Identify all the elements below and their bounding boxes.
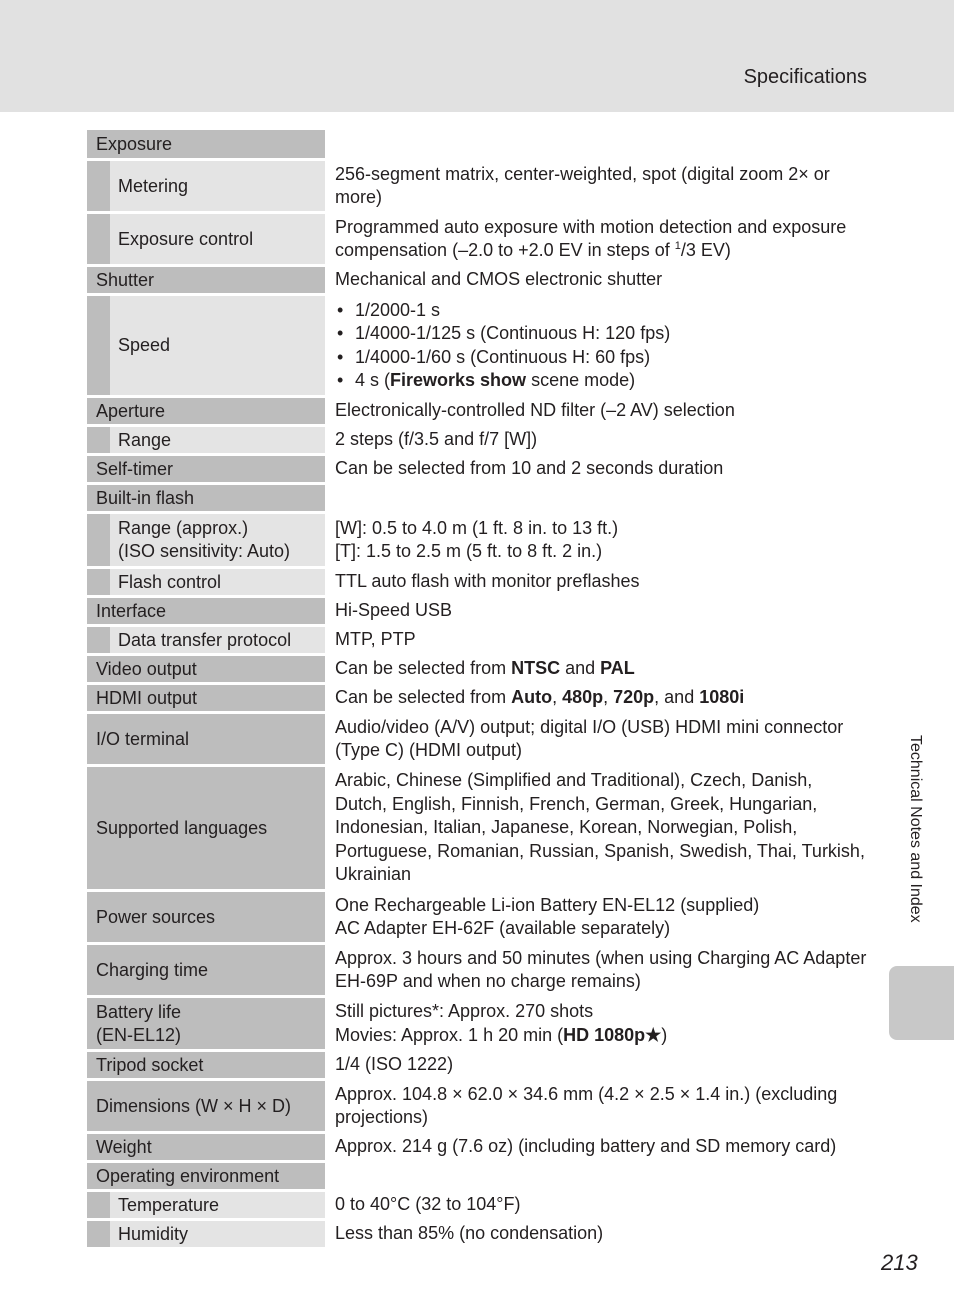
spec-row-speed	[87, 296, 867, 395]
spec-row-flash-control	[87, 569, 867, 595]
list-item: • 1/2000-1 s	[335, 299, 867, 323]
spec-value	[325, 214, 867, 264]
page-header-title: Specifications	[743, 66, 867, 88]
spec-value-text: 4 s (	[355, 370, 391, 390]
spec-value: Mechanical and CMOS electronic shutter	[335, 269, 663, 290]
spec-label: HDMI output	[87, 685, 325, 711]
spec-sublabel-cell	[87, 514, 325, 566]
spec-value-line: AC Adapter EH-62F (available separately)	[335, 918, 671, 938]
spec-value	[325, 485, 867, 511]
spec-value	[325, 130, 867, 158]
spec-value-text: /3 EV)	[680, 240, 731, 260]
spec-value	[325, 998, 867, 1049]
spec-value: Hi-Speed USB	[335, 600, 453, 621]
spec-value: Approx. 3 hours and 50 minutes (when using Charging AC Adapter EH-69P and when no charge remains)	[335, 947, 867, 991]
spec-value: TTL auto flash with monitor preflashes	[335, 571, 640, 592]
spec-sublabel-cell	[87, 1221, 325, 1247]
spec-row-dimensions	[87, 1081, 867, 1131]
spec-value	[325, 1163, 867, 1189]
spec-label: Power sources	[87, 892, 325, 942]
spec-row-self-timer	[87, 456, 867, 482]
spec-value-line	[335, 1024, 867, 1048]
spec-sublabel-cell	[87, 427, 325, 453]
spec-label: Supported languages	[87, 767, 325, 889]
spec-value: Less than 85% (no condensation)	[335, 1223, 604, 1244]
spec-value: Electronically-controlled ND filter (–2 AV) selection	[335, 400, 735, 421]
spec-row-video-output	[87, 656, 867, 682]
spec-label: Speed	[110, 296, 325, 395]
spec-value-text: ,	[603, 687, 614, 708]
spec-value: 2 steps (f/3.5 and f/7 [W])	[335, 429, 538, 450]
spec-label: I/O terminal	[87, 714, 325, 764]
spec-value-text: ,	[552, 687, 563, 708]
spec-sublabel-cell	[87, 1192, 325, 1218]
spec-value-text: )	[661, 1024, 668, 1045]
spec-value-superscript: 1	[674, 240, 681, 252]
list-item: • 1/4000-1/60 s (Continuous H: 60 fps)	[335, 346, 867, 370]
spec-value-line: One Rechargeable Li-ion Battery EN-EL12 (supplied)	[335, 894, 760, 915]
spec-label	[87, 998, 325, 1049]
spec-row-weight	[87, 1134, 867, 1160]
spec-row-battery-life	[87, 998, 867, 1049]
spec-row-metering	[87, 161, 867, 211]
spec-label: Video output	[87, 656, 325, 682]
spec-value	[325, 892, 867, 942]
spec-value	[325, 656, 867, 682]
spec-label: Shutter	[87, 267, 325, 293]
spec-value: 0 to 40°C (32 to 104°F)	[335, 1194, 521, 1215]
spec-label: Exposure control	[110, 214, 325, 264]
spec-sublabel-cell	[87, 569, 325, 595]
spec-value: Audio/video (A/V) output; digital I/O (USB) HDMI mini connector (Type C) (HDMI output)	[335, 716, 844, 760]
spec-label: Charging time	[87, 945, 325, 995]
spec-value-line: [W]: 0.5 to 4.0 m (1 ft. 8 in. to 13 ft.)	[335, 517, 619, 538]
spec-value-line: Still pictures*: Approx. 270 shots	[335, 1001, 594, 1021]
spec-value-bold: Auto	[511, 687, 553, 708]
spec-value-bold: NTSC	[511, 658, 561, 679]
spec-value-text: Programmed auto exposure with motion detection and exposure compensation (–2.0 to +2.0 EV in steps of	[335, 216, 847, 260]
spec-label: Tripod socket	[87, 1052, 325, 1078]
spec-value-bold: 1080i	[699, 687, 745, 708]
spec-label: Range	[110, 427, 325, 453]
spec-value-line: [T]: 1.5 to 2.5 m (5 ft. to 8 ft. 2 in.)	[335, 541, 603, 561]
spec-label-line: Range (approx.)	[118, 518, 249, 538]
spec-label: Flash control	[110, 569, 325, 595]
spec-label: Metering	[110, 161, 325, 211]
spec-value-text: Movies: Approx. 1 h 20 min (	[335, 1024, 564, 1045]
spec-label	[110, 514, 325, 566]
spec-row-data-transfer-protocol	[87, 627, 867, 653]
spec-value: 256-segment matrix, center-weighted, spot (digital zoom 2× or more)	[335, 163, 830, 207]
spec-value: Approx. 104.8 × 62.0 × 34.6 mm (4.2 × 2.5 × 1.4 in.) (excluding projections)	[335, 1083, 838, 1127]
spec-sublabel-cell	[87, 627, 325, 653]
spec-value	[325, 514, 867, 566]
spec-sublabel-cell	[87, 214, 325, 264]
spec-value-bold: 720p	[613, 687, 655, 708]
speed-list	[335, 299, 867, 393]
spec-value-text: Can be selected from	[335, 687, 512, 708]
spec-label: Interface	[87, 598, 325, 624]
spec-value: 1/4 (ISO 1222)	[335, 1054, 454, 1075]
spec-row-exposure	[87, 130, 867, 158]
page-number: 213	[881, 1250, 918, 1275]
spec-value-text: scene mode)	[526, 370, 636, 390]
spec-label-line: Battery life	[96, 1001, 182, 1022]
side-tab-marker	[889, 966, 954, 1040]
list-item	[335, 369, 867, 393]
spec-label: Weight	[87, 1134, 325, 1160]
spec-row-built-in-flash	[87, 485, 867, 511]
spec-row-temperature	[87, 1192, 867, 1218]
specifications-table	[87, 130, 867, 1250]
spec-row-interface	[87, 598, 867, 624]
spec-row-io-terminal	[87, 714, 867, 764]
spec-row-humidity	[87, 1221, 867, 1247]
spec-label: Operating environment	[87, 1163, 325, 1189]
spec-row-range	[87, 427, 867, 453]
spec-row-tripod-socket	[87, 1052, 867, 1078]
list-item: • 1/4000-1/125 s (Continuous H: 120 fps)	[335, 322, 867, 346]
spec-sublabel-cell	[87, 296, 325, 395]
spec-value-bold: PAL	[600, 658, 635, 679]
side-tab-label: Technical Notes and Index	[907, 735, 924, 923]
spec-label: Dimensions (W × H × D)	[87, 1081, 325, 1131]
spec-value-bold: HD 1080p★	[563, 1024, 662, 1045]
spec-value-bold: Fireworks show	[390, 370, 527, 390]
spec-row-charging-time	[87, 945, 867, 995]
spec-label: Built-in flash	[87, 485, 325, 511]
spec-value-text: Can be selected from	[335, 658, 512, 679]
spec-row-aperture	[87, 398, 867, 424]
spec-sublabel-cell	[87, 161, 325, 211]
spec-value: Approx. 214 g (7.6 oz) (including battery and SD memory card)	[335, 1136, 837, 1157]
spec-value: Arabic, Chinese (Simplified and Traditional), Czech, Danish, Dutch, English, Finnish, French, German, Greek, Hungarian, Indonesian, Italian, Japanese, Korean, Norwegian, Polish, Portuguese, Romanian, Russian, Spanish, Swedish, Thai, Turkish, Ukrainian	[335, 770, 865, 885]
spec-value	[325, 296, 867, 395]
spec-label: Aperture	[87, 398, 325, 424]
spec-label-line: (EN-EL12)	[96, 1024, 182, 1045]
spec-label: Humidity	[110, 1221, 325, 1247]
spec-label: Data transfer protocol	[110, 627, 325, 653]
spec-label: Temperature	[110, 1192, 325, 1218]
spec-row-hdmi-output	[87, 685, 867, 711]
spec-value-bold: 480p	[562, 687, 604, 708]
spec-value: MTP, PTP	[335, 629, 416, 650]
spec-row-supported-languages	[87, 767, 867, 889]
spec-label: Exposure	[87, 130, 325, 158]
spec-label-line: (ISO sensitivity: Auto)	[118, 541, 291, 561]
spec-value-text: and	[560, 658, 601, 679]
spec-row-exposure-control	[87, 214, 867, 264]
header-band	[0, 0, 954, 112]
spec-value: Can be selected from 10 and 2 seconds duration	[335, 458, 724, 479]
spec-value-text: , and	[654, 687, 700, 708]
spec-row-flash-range	[87, 514, 867, 566]
spec-row-shutter	[87, 267, 867, 293]
spec-value	[325, 685, 867, 711]
spec-row-power-sources	[87, 892, 867, 942]
spec-row-operating-environment	[87, 1163, 867, 1189]
spec-label: Self-timer	[87, 456, 325, 482]
